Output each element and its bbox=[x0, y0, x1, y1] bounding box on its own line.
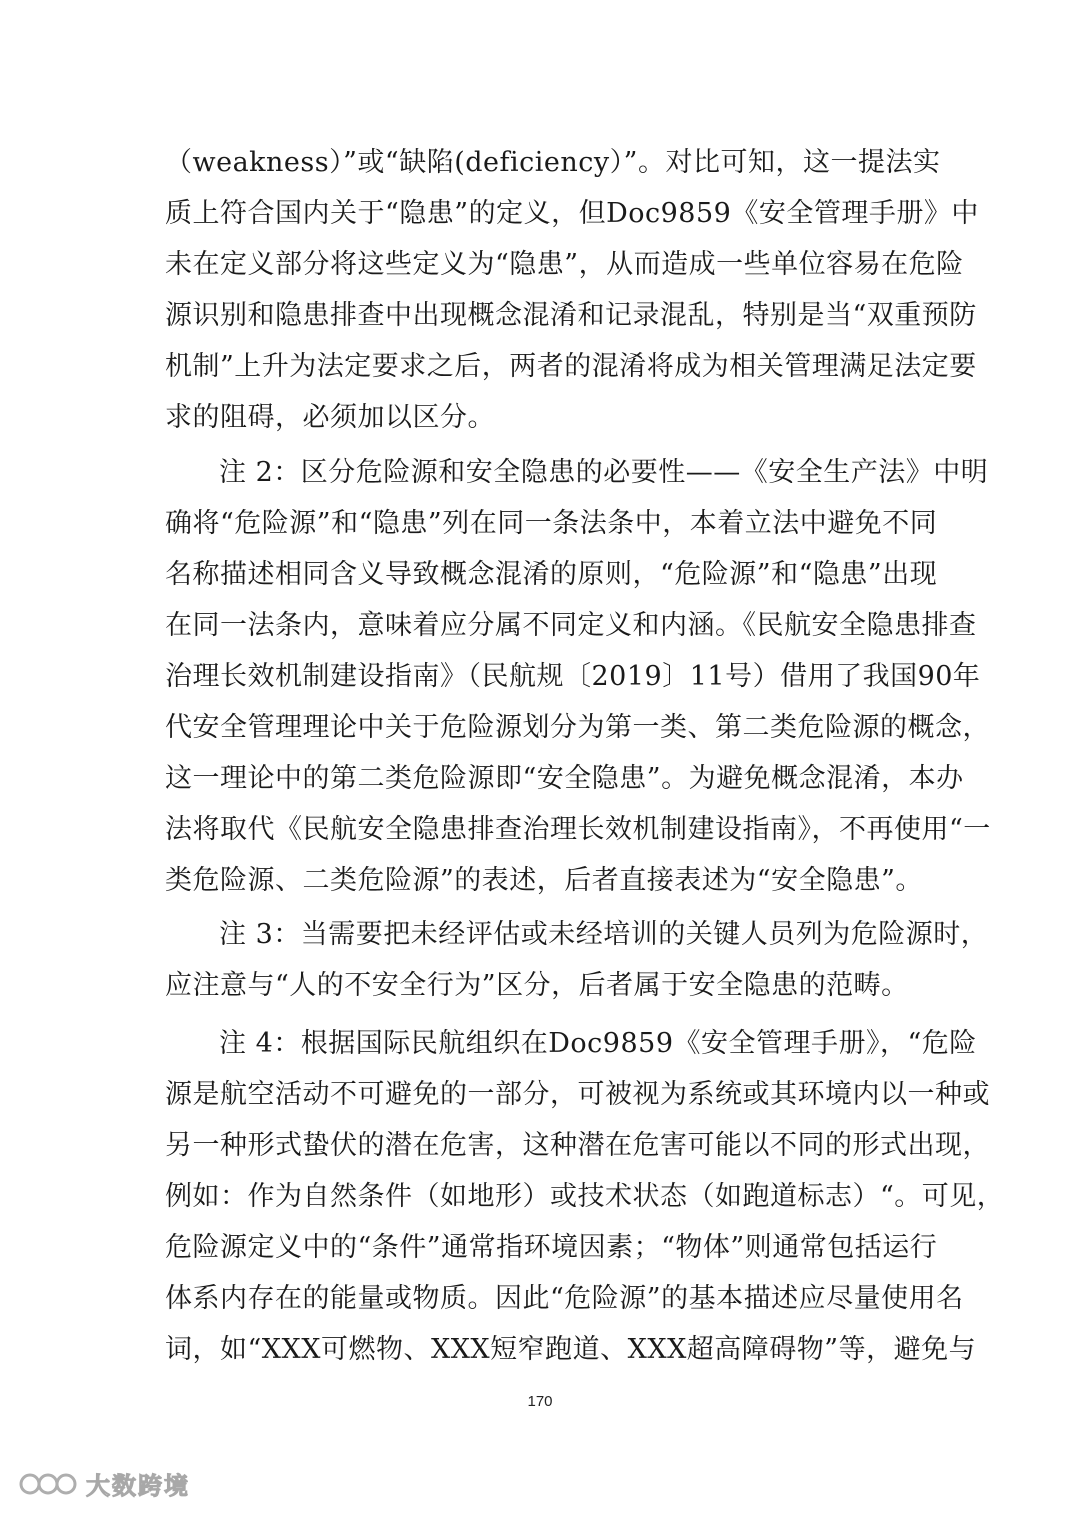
text-line: 词，如“XXX可燃物、XXX短窄跑道、XXX超高障碍物”等，避免与 bbox=[165, 1334, 977, 1365]
watermark-text: 大数跨境 bbox=[86, 1472, 190, 1500]
text-line: 代安全管理理论中关于危险源划分为第一类、第二类危险源的概念， bbox=[165, 712, 990, 743]
text-line: 机制”上升为法定要求之后，两者的混淆将成为相关管理满足法定要 bbox=[165, 351, 977, 382]
text-line: 治理长效机制建设指南》（民航规〔2019〕11号）借用了我国90年 bbox=[165, 661, 981, 692]
text-line: （weakness）”或“缺陷(deficiency）”。对比可知，这一提法实 bbox=[165, 147, 941, 178]
text-line: 应注意与“人的不安全行为”区分，后者属于安全隐患的范畴。 bbox=[165, 970, 909, 1001]
watermark bbox=[18, 1466, 190, 1501]
text-line: 名称描述相同含义导致概念混淆的原则，“危险源”和“隐患”出现 bbox=[165, 559, 938, 590]
watermark-logo-icon bbox=[18, 1467, 78, 1501]
paragraph-note-3 bbox=[165, 909, 989, 1011]
text-line: 法将取代《民航安全隐患排查治理长效机制建设指南》，不再使用“一 bbox=[165, 814, 991, 845]
text-line: 确将“危险源”和“隐患”列在同一条法条中，本着立法中避免不同 bbox=[165, 508, 938, 539]
paragraph-note-4 bbox=[165, 1018, 1005, 1375]
text-line: 另一种形式蛰伏的潜在危害，这种潜在危害可能以不同的形式出现， bbox=[165, 1130, 990, 1161]
text-line: 危险源定义中的“条件”通常指环境因素；“物体”则通常包括运行 bbox=[165, 1232, 938, 1263]
text-line: 注 4：根据国际民航组织在Doc9859《安全管理手册》，“危险 bbox=[219, 1028, 977, 1059]
text-line: 质上符合国内关于“隐患”的定义，但Doc9859《安全管理手册》中 bbox=[165, 198, 979, 229]
text-line: 源是航空活动不可避免的一部分，可被视为系统或其环境内以一种或 bbox=[165, 1079, 990, 1110]
text-line: 注 3：当需要把未经评估或未经培训的关键人员列为危险源时， bbox=[219, 919, 989, 950]
text-line: 注 2：区分危险源和安全隐患的必要性——《安全生产法》中明 bbox=[219, 457, 989, 488]
paragraph-note-2 bbox=[165, 447, 991, 906]
text-line: 这一理论中的第二类危险源即“安全隐患”。为避免概念混淆，本办 bbox=[165, 763, 964, 794]
text-line: 未在定义部分将这些定义为“隐患”，从而造成一些单位容易在危险 bbox=[165, 249, 964, 280]
text-line: 在同一法条内，意味着应分属不同定义和内涵。《民航安全隐患排查 bbox=[165, 610, 977, 641]
text-line: 求的阻碍，必须加以区分。 bbox=[165, 402, 495, 433]
text-line: 体系内存在的能量或物质。因此“危险源”的基本描述应尽量使用名 bbox=[165, 1283, 964, 1314]
text-line: 类危险源、二类危险源”的表述，后者直接表述为“安全隐患”。 bbox=[165, 865, 923, 896]
page-number: 170 bbox=[527, 1393, 553, 1410]
text-line: 源识别和隐患排查中出现概念混淆和记录混乱，特别是当“双重预防 bbox=[165, 300, 977, 331]
paragraph-continuation bbox=[165, 137, 979, 443]
text-line: 例如：作为自然条件（如地形）或技术状态（如跑道标志）“。可见， bbox=[165, 1181, 1005, 1212]
